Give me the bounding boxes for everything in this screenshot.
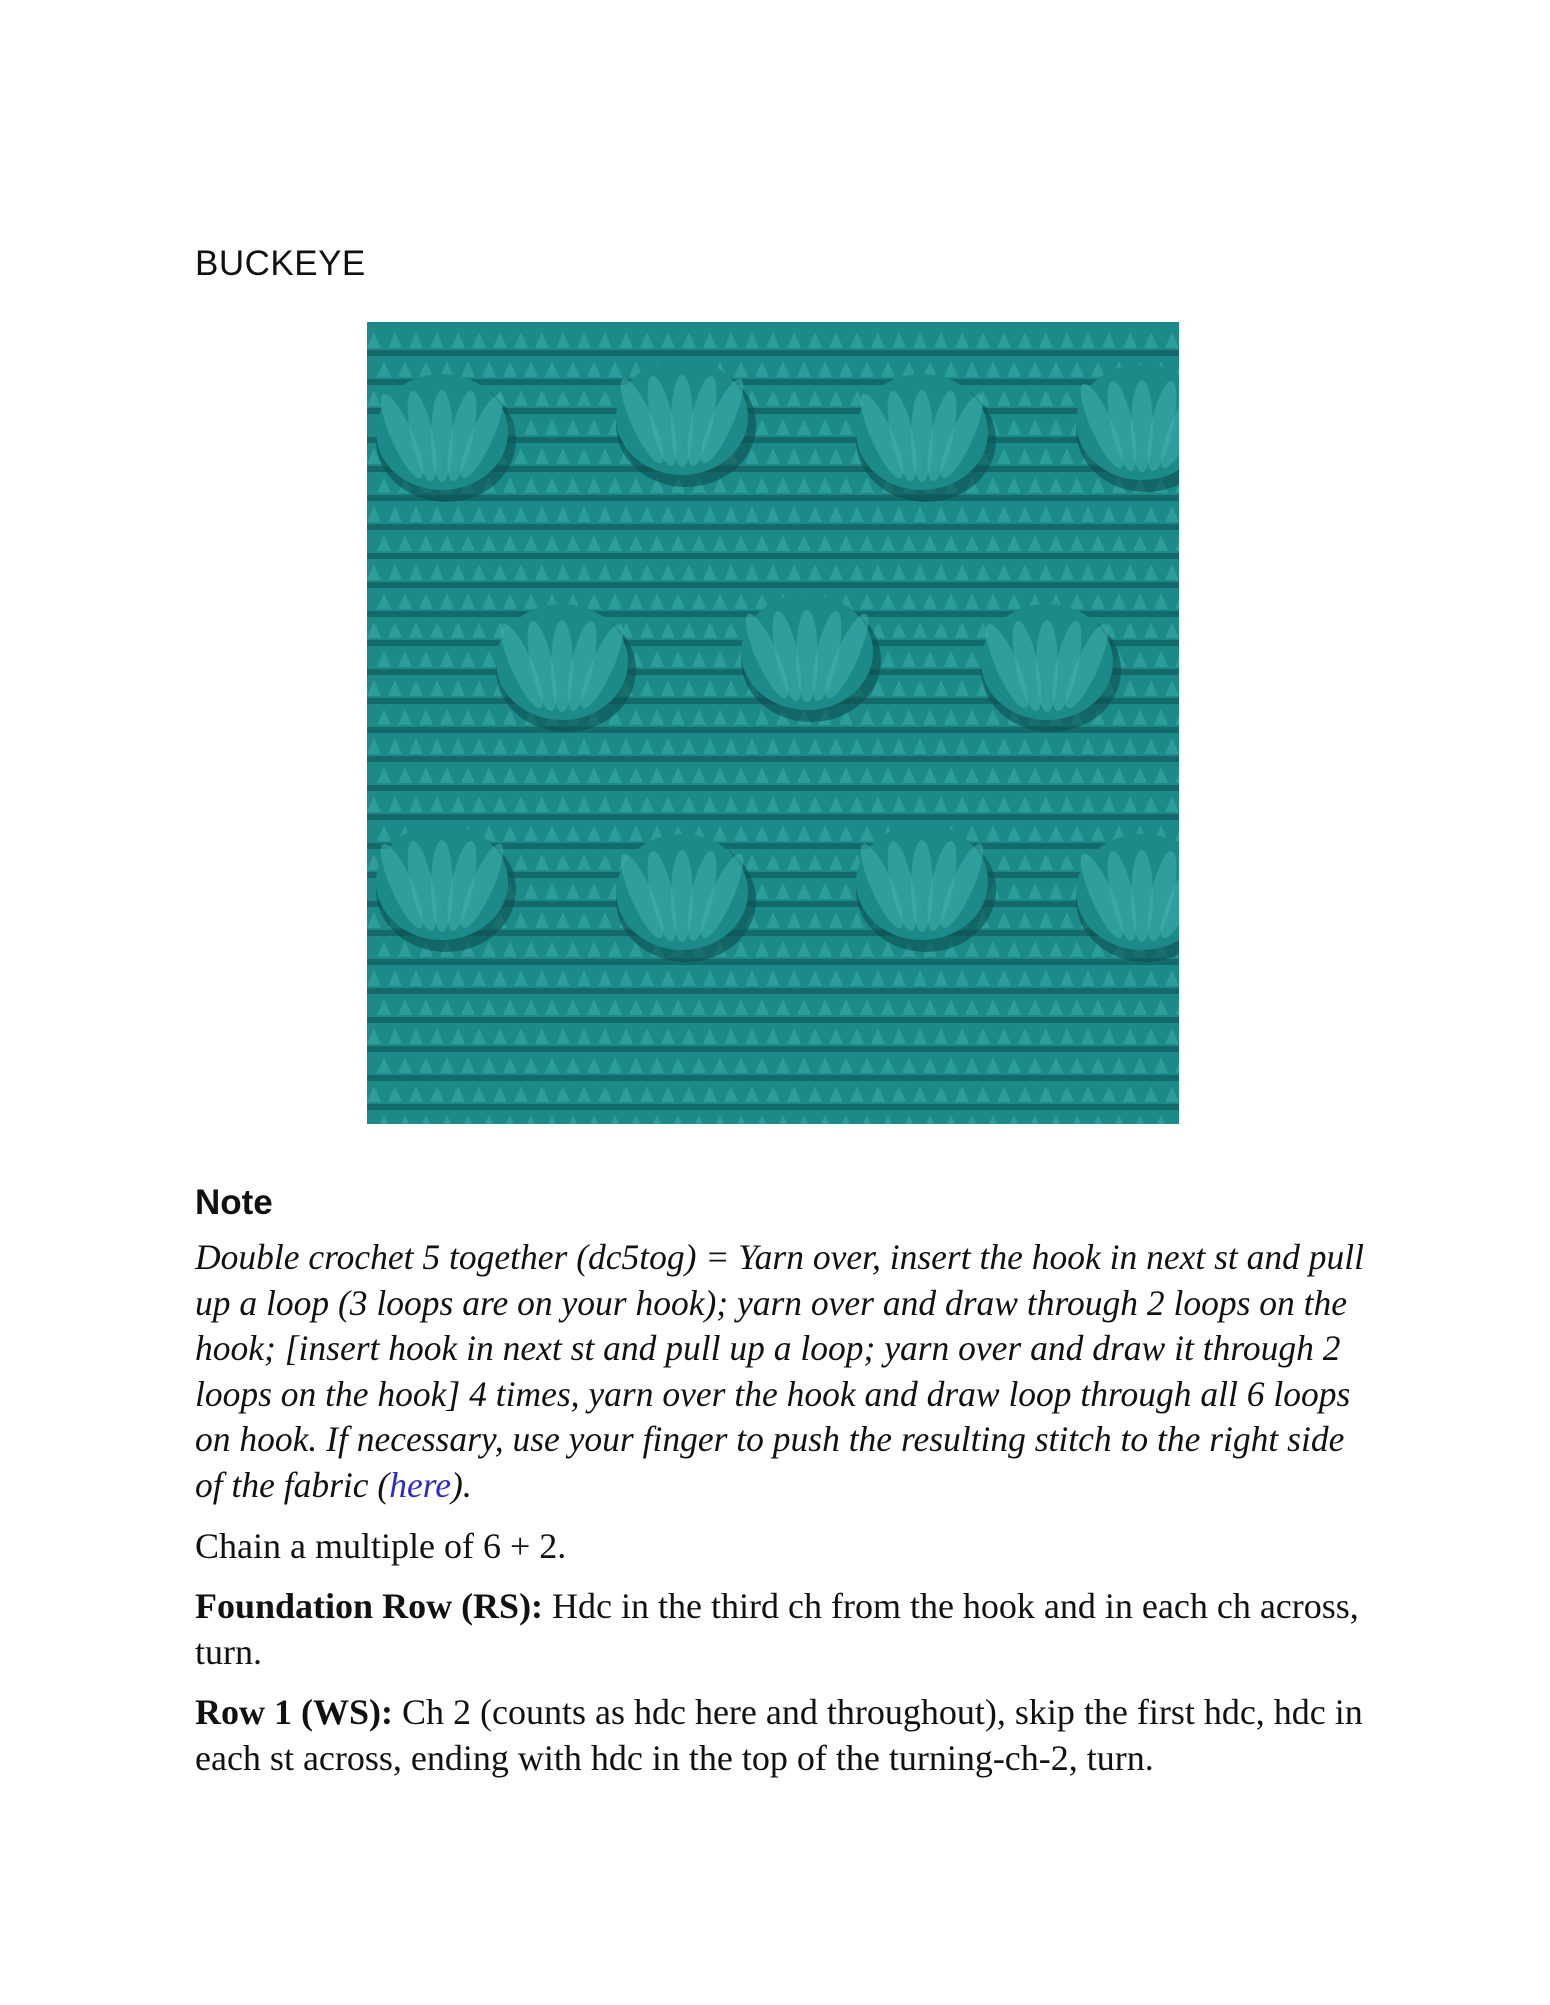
foundation-row-text: Hdc in the third ch from the hook and in each ch across, turn. <box>195 1586 1359 1672</box>
row-1-label: Row 1 (WS): <box>195 1692 393 1732</box>
stitch-row-gap <box>367 553 1179 559</box>
chain-instruction: Chain a multiple of 6 + 2. <box>195 1526 567 1566</box>
stitch-row-gap <box>367 756 1179 762</box>
foundation-row-label: Foundation Row (RS): <box>195 1586 544 1626</box>
note-heading: Note <box>195 1183 273 1222</box>
stitch-row-gap <box>367 379 1179 385</box>
stitch-row-gap <box>367 350 1179 356</box>
stitch-row-gap <box>367 959 1179 965</box>
stitch-row-gap <box>367 524 1179 530</box>
row-1-text: Ch 2 (counts as hdc here and throughout), skip the first hdc, hdc in each st across, ending with hdc in the top of the turning-ch-2, turn. <box>195 1692 1363 1778</box>
swatch-photo <box>367 322 1179 1124</box>
stitch-row-gap <box>367 1075 1179 1081</box>
stitch-row-gap <box>367 1017 1179 1023</box>
stitch-row-gap <box>367 1104 1179 1110</box>
here-link[interactable]: here <box>389 1464 451 1505</box>
stitch-row-gap <box>367 814 1179 820</box>
foundation-row <box>195 1584 1375 1675</box>
stitch-row-gap <box>367 785 1179 791</box>
note-text-start: Double crochet 5 together (dc5tog) = Yarn over, insert the hook in next st and pull up a loop (3 loops are on your hook); yarn over and draw through 2 loops on the hook; [insert hook in next st and pull up a loop; yarn over and draw it through 2 loops on the hook] 4 times, yarn over the hook and draw loop through all 6 loops on hook. If necessary, use your finger to push the resulting stitch to the right side of the fabric ( <box>195 1237 1364 1505</box>
stitch-row-gap <box>367 582 1179 588</box>
stitch-row-gap <box>367 495 1179 501</box>
stitch-row-gap <box>367 1046 1179 1052</box>
stitch-row-gap <box>367 988 1179 994</box>
note-text-end: ). <box>451 1464 472 1505</box>
swatch-illustration <box>367 322 1179 1124</box>
note-body <box>195 1235 1375 1508</box>
row-1 <box>195 1690 1375 1781</box>
page-title: BUCKEYE <box>195 244 366 283</box>
